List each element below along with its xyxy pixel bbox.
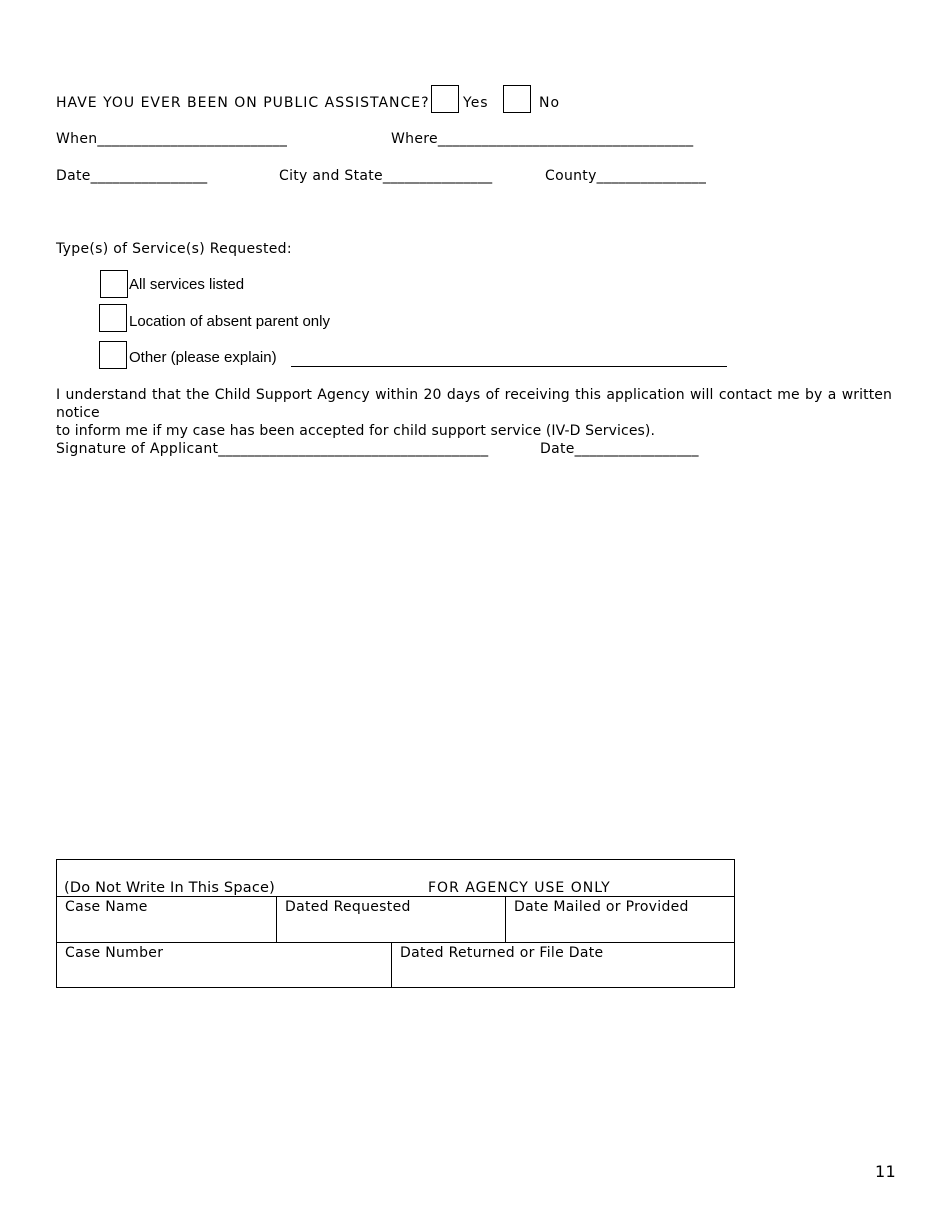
city-state-field[interactable]: City and State_______________ (279, 168, 493, 184)
public-assistance-question: HAVE YOU EVER BEEN ON PUBLIC ASSISTANCE? (56, 95, 430, 111)
date-field[interactable]: Date________________ (56, 168, 208, 184)
agency-header-row (57, 860, 734, 897)
no-checkbox[interactable] (503, 85, 531, 113)
signature-date-field[interactable]: Date_________________ (540, 441, 699, 457)
case-number-cell (57, 942, 391, 988)
where-field[interactable]: Where___________________________________ (391, 131, 694, 147)
dated-requested-label: Dated Requested (285, 899, 411, 915)
notice-line-2: to inform me if my case has been accepted for child support service (IV-D Services). (56, 423, 656, 439)
agency-use-box (56, 859, 735, 988)
case-name-cell (57, 896, 276, 942)
agency-use-title: FOR AGENCY USE ONLY (428, 880, 611, 896)
location-only-checkbox[interactable] (99, 304, 127, 332)
dated-requested-cell (277, 896, 505, 942)
yes-checkbox[interactable] (431, 85, 459, 113)
date-mailed-cell (506, 896, 735, 942)
dated-returned-cell (392, 942, 735, 988)
all-services-checkbox[interactable] (100, 270, 128, 298)
no-label: No (539, 95, 561, 111)
notice-paragraph (56, 386, 892, 440)
page-number: 11 (875, 1162, 896, 1181)
date-mailed-label: Date Mailed or Provided (514, 899, 689, 915)
location-only-label: Location of absent parent only (129, 313, 330, 330)
case-name-label: Case Name (65, 899, 148, 915)
yes-label: Yes (463, 95, 489, 111)
dated-returned-label: Dated Returned or File Date (400, 945, 604, 961)
signature-field[interactable]: Signature of Applicant_____________________________________ (56, 441, 489, 457)
county-field[interactable]: County_______________ (545, 168, 707, 184)
other-checkbox[interactable] (99, 341, 127, 369)
services-heading: Type(s) of Service(s) Requested: (56, 241, 292, 257)
notice-line-1: I understand that the Child Support Agency within 20 days of receiving this application will contact me by a written notice (56, 387, 892, 421)
other-explain-line[interactable] (291, 366, 727, 367)
all-services-label: All services listed (129, 276, 245, 293)
other-label: Other (please explain) (129, 349, 277, 366)
case-number-label: Case Number (65, 945, 164, 961)
do-not-write-label: (Do Not Write In This Space) (64, 880, 275, 896)
when-field[interactable]: When__________________________ (56, 131, 288, 147)
